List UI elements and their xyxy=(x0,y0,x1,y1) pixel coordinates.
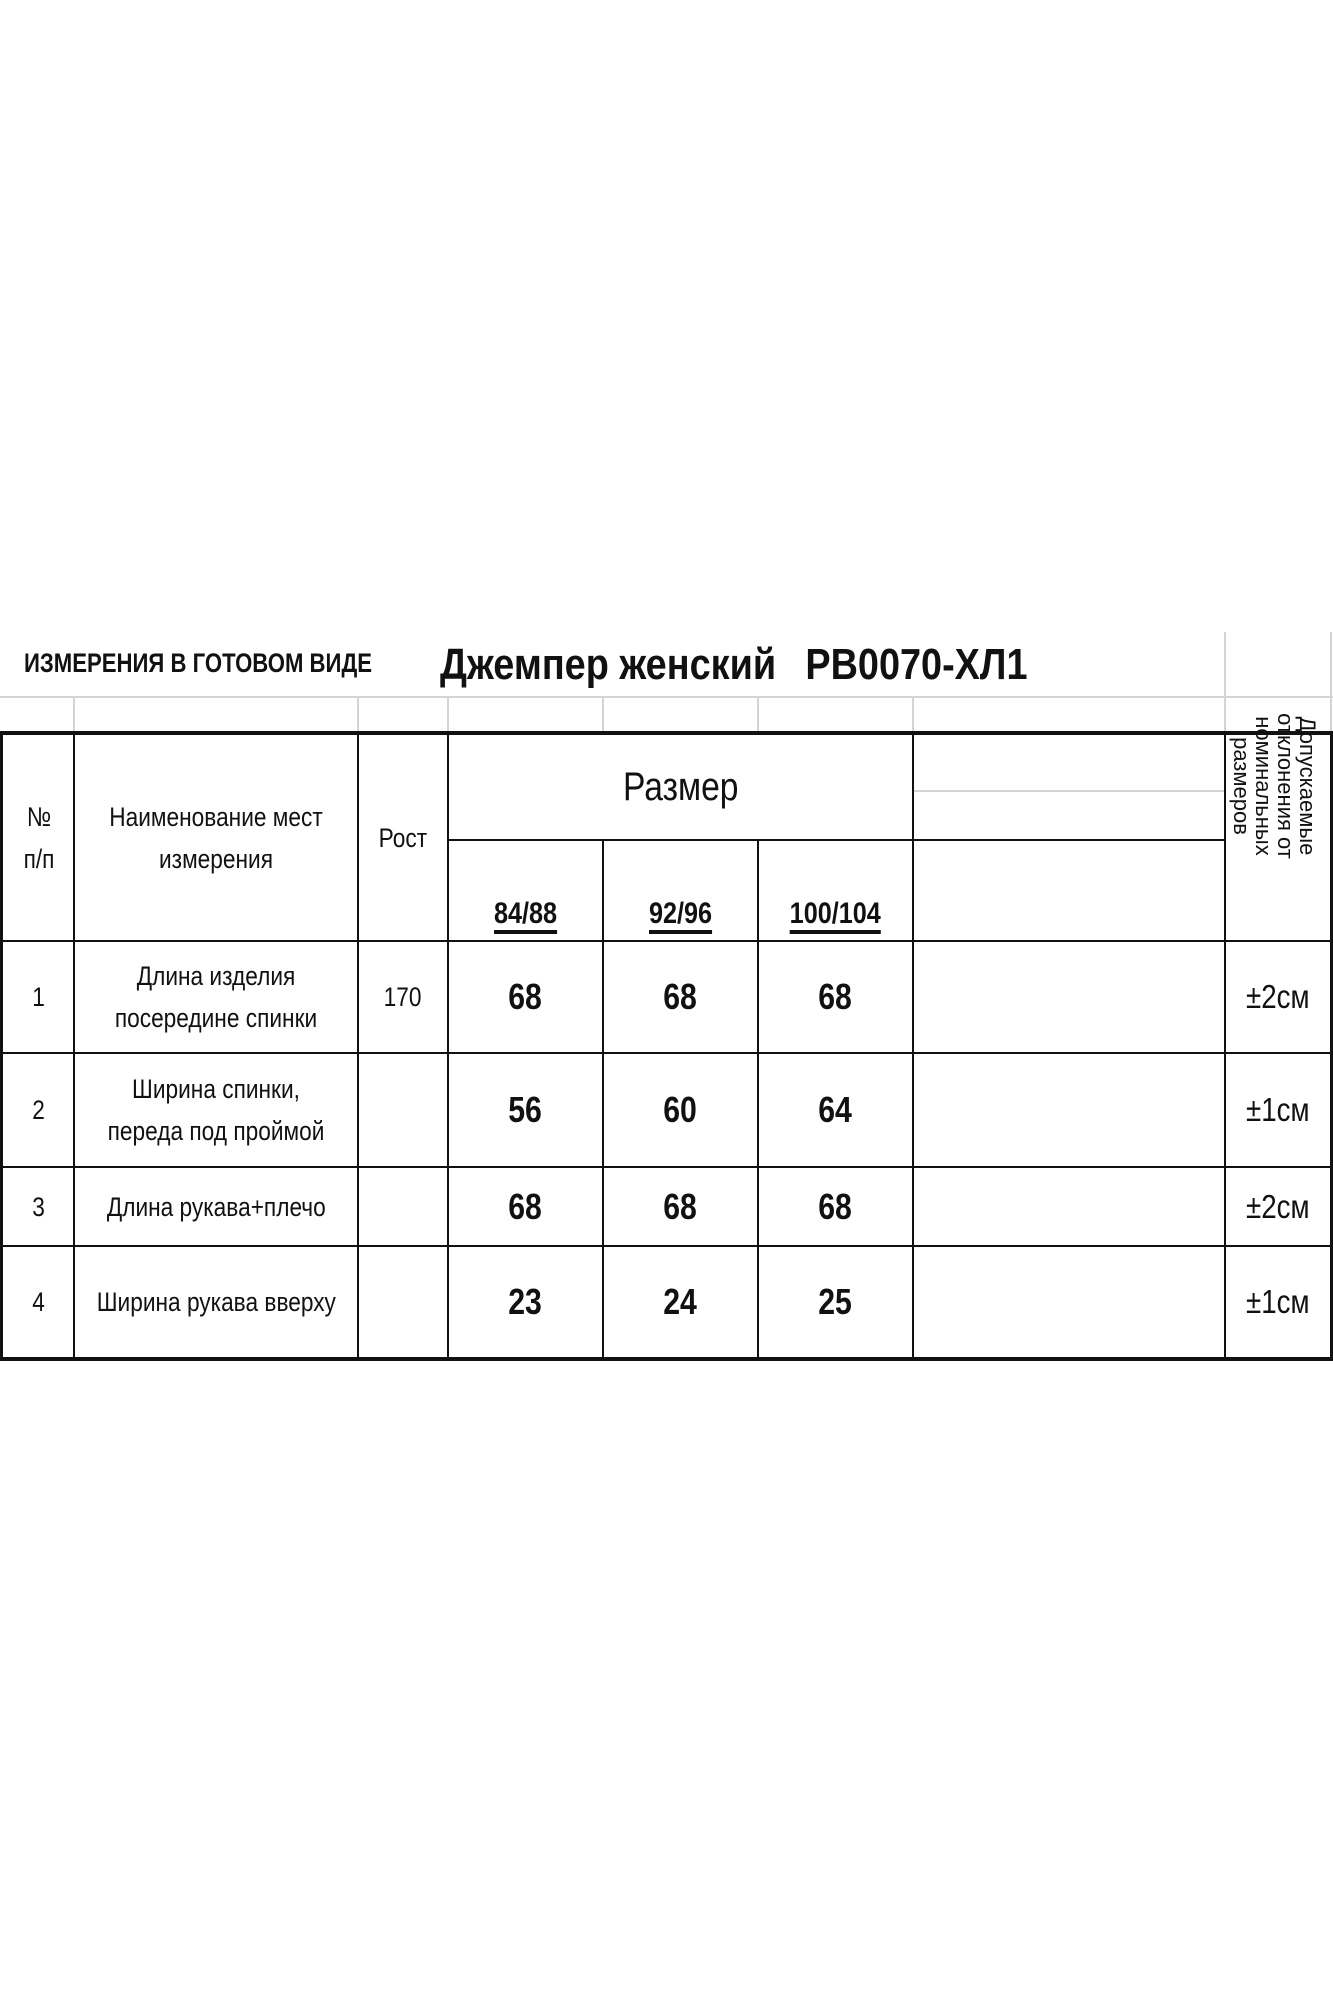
table-row-1-num xyxy=(4,942,73,1052)
row-height: 170 xyxy=(384,982,422,1012)
table-row-4-val-1 xyxy=(449,1247,602,1357)
row-name: Ширина спинки, переда под проймой xyxy=(107,1074,325,1146)
gridline xyxy=(912,696,914,732)
table-row-3-val-1 xyxy=(449,1168,602,1245)
gridline xyxy=(447,696,449,732)
table-row-2-val-3 xyxy=(759,1054,912,1166)
table-row-2-val-1 xyxy=(449,1054,602,1166)
table-row-1-val-1 xyxy=(449,942,602,1052)
measurement-value: 68 xyxy=(818,1185,853,1227)
table-row-2-name xyxy=(75,1054,357,1166)
row-num: 4 xyxy=(32,1287,45,1317)
header-size-group-cell xyxy=(449,735,912,839)
table-row-3-val-2 xyxy=(604,1168,757,1245)
tolerance-value: ±1см xyxy=(1246,1283,1310,1320)
header-tolerance: Допускаемые отклонения от номинальных размеров xyxy=(1229,713,1320,859)
gridline xyxy=(912,790,1224,792)
row-num: 2 xyxy=(32,1095,45,1125)
table-row-3-name xyxy=(75,1168,357,1245)
header-height: Рост xyxy=(378,822,428,853)
gridline xyxy=(73,696,75,732)
tolerance-value: ±2см xyxy=(1246,978,1310,1015)
section-title: ИЗМЕРЕНИЯ В ГОТОВОМ ВИДЕ xyxy=(24,648,373,678)
measurement-value: 24 xyxy=(663,1281,698,1322)
size-col-1 xyxy=(449,894,602,934)
table-row-4-tolerance xyxy=(1226,1247,1330,1357)
table-row-3-height xyxy=(359,1168,447,1245)
measurement-value: 68 xyxy=(663,1185,698,1227)
size-label: 100/104 xyxy=(789,897,882,930)
table-border xyxy=(0,731,3,1361)
table-border xyxy=(912,731,914,1361)
table-row-1-tolerance xyxy=(1226,942,1330,1052)
table-row-2-height xyxy=(359,1054,447,1166)
row-num: 3 xyxy=(32,1191,45,1222)
header-tolerance-cell xyxy=(1224,713,1324,859)
header-size-group: Размер xyxy=(622,764,739,809)
product-title xyxy=(440,640,1028,690)
gridline xyxy=(1330,632,1332,732)
table-row-3-tolerance xyxy=(1226,1168,1330,1245)
table-row-1-val-3 xyxy=(759,942,912,1052)
gridline xyxy=(357,696,359,732)
gridline xyxy=(0,696,1333,698)
table-row-4-val-2 xyxy=(604,1247,757,1357)
table-row-3-num xyxy=(4,1168,73,1245)
size-label: 92/96 xyxy=(648,897,713,930)
header-num-cell xyxy=(4,735,73,940)
product-code: PB0070-XЛ1 xyxy=(805,640,1028,689)
gridline xyxy=(757,696,759,732)
gridline xyxy=(602,696,604,732)
measurement-value: 68 xyxy=(508,976,543,1017)
table-row-4-val-3 xyxy=(759,1247,912,1357)
table-row-3-val-3 xyxy=(759,1168,912,1245)
product-name: Джемпер женский xyxy=(440,640,777,689)
measurement-value: 60 xyxy=(663,1089,698,1130)
table-row-2-num xyxy=(4,1054,73,1166)
row-name: Длина изделия посередине спинки xyxy=(114,961,318,1033)
row-name: Ширина рукава вверху xyxy=(96,1287,336,1317)
tolerance-value: ±2см xyxy=(1246,1187,1310,1225)
header-num: № п/п xyxy=(23,801,54,874)
table-border xyxy=(447,839,1224,841)
row-num: 1 xyxy=(32,982,45,1012)
measurement-value: 23 xyxy=(508,1281,543,1322)
table-row-4-height xyxy=(359,1247,447,1357)
header-name: Наименование мест измерения xyxy=(109,801,323,874)
measurement-value: 68 xyxy=(663,976,698,1017)
table-row-2-val-2 xyxy=(604,1054,757,1166)
table-row-2-tolerance xyxy=(1226,1054,1330,1166)
table-border xyxy=(0,1357,1333,1361)
table-row-4-name xyxy=(75,1247,357,1357)
header-name-cell xyxy=(75,735,357,940)
table-row-1-name xyxy=(75,942,357,1052)
size-label: 84/88 xyxy=(493,897,558,930)
measurement-sheet xyxy=(0,632,1333,1362)
size-col-2 xyxy=(604,894,757,934)
measurement-value: 56 xyxy=(508,1089,543,1130)
size-col-3 xyxy=(759,894,912,934)
measurement-value: 64 xyxy=(818,1089,853,1130)
gridline xyxy=(1224,632,1226,732)
tolerance-value: ±1см xyxy=(1246,1091,1310,1128)
table-row-4-num xyxy=(4,1247,73,1357)
row-name: Длина рукава+плечо xyxy=(106,1191,326,1222)
measurement-value: 25 xyxy=(818,1281,853,1322)
table-row-1-height xyxy=(359,942,447,1052)
table-row-1-val-2 xyxy=(604,942,757,1052)
header-height-cell xyxy=(359,735,447,940)
measurement-value: 68 xyxy=(508,1185,543,1227)
measurement-value: 68 xyxy=(818,976,853,1017)
